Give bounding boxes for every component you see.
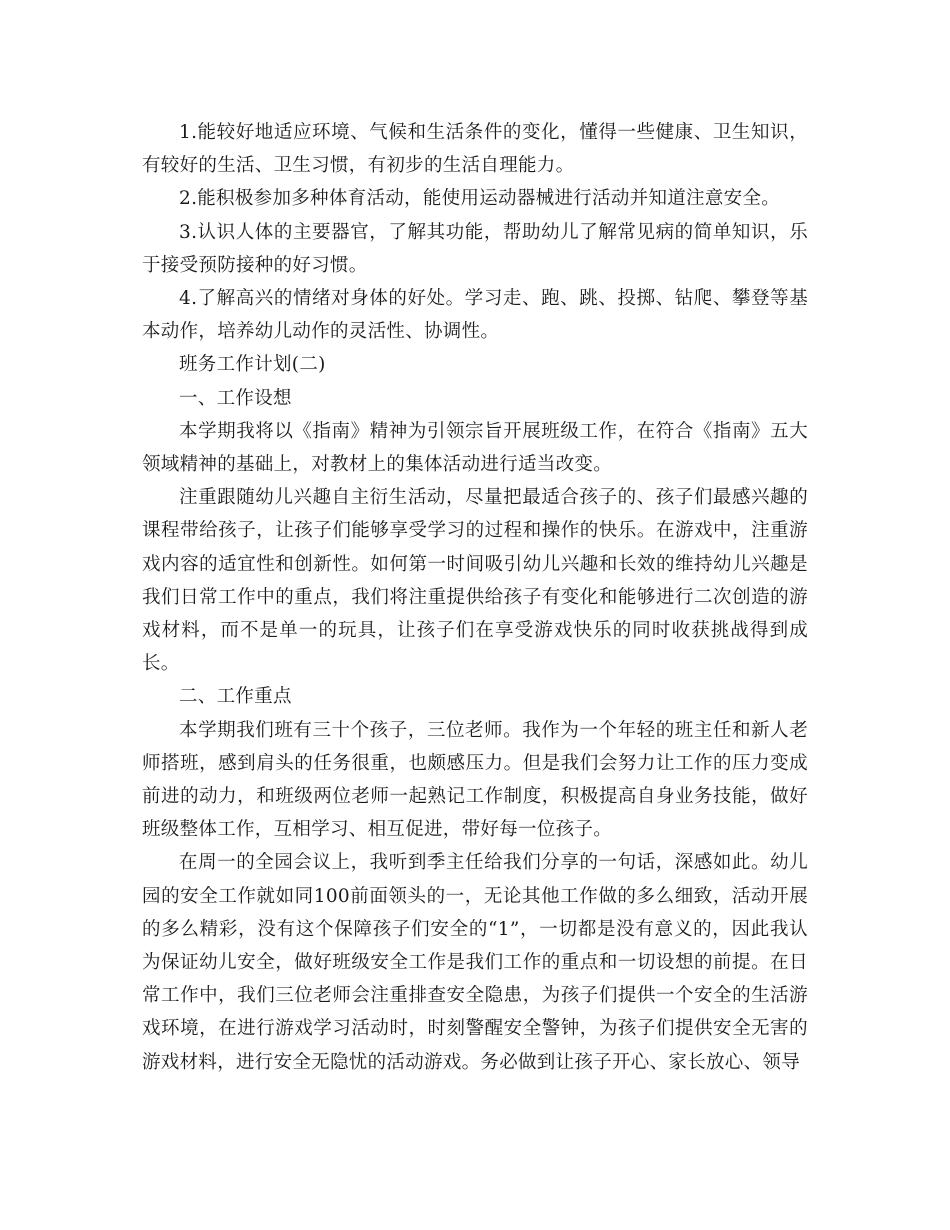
heading-work-ideas: 一、工作设想 bbox=[179, 387, 292, 409]
paragraph-interest-activities: 注重跟随幼儿兴趣自主衍生活动，尽量把最适合孩子的、孩子们最感兴趣的课程带给孩子，让孩子们能够享受学习的过程和操作的快乐。在游戏中，注重游戏内容的适宜性和创新性。如何第一时间吸引幼儿兴趣和长效的维持幼儿兴趣是我们日常工作中的重点，我们将注重提供给孩子有变化和能够进行二次创造的游戏材料，而不是单一的玩具，让孩子们在享受游戏快乐的同时收获挑战得到成长。 bbox=[142, 487, 808, 675]
section-title: 班务工作计划(二) bbox=[179, 354, 326, 376]
document-body bbox=[142, 116, 808, 1079]
goal-item-4: 4.了解高兴的情绪对身体的好处。学习走、跑、跳、投掷、钻爬、攀登等基本动作，培养幼儿动作的灵活性、协调性。 bbox=[142, 288, 808, 343]
paragraph-guideline: 本学期我将以《指南》精神为引领宗旨开展班级工作，在符合《指南》五大领域精神的基础上，对教材上的集体活动进行适当改变。 bbox=[142, 420, 808, 476]
goal-item-2: 2.能积极参加多种体育活动，能使用运动器械进行活动并知道注意安全。 bbox=[179, 188, 781, 210]
paragraph-safety: 在周一的全园会议上，我听到季主任给我们分享的一句话，深感如此。幼儿园的安全工作就如同100前面领头的一，无论其他工作做的多么细致，活动开展的多么精彩，没有这个保障孩子们安全的“1”，一切都是没有意义的，因此我认为保证幼儿安全，做好班级安全工作是我们工作的重点和一切设想的前提。在日常工作中，我们三位老师会注重排查安全隐患，为孩子们提供一个安全的生活游戏环境，在进行游戏学习活动时，时刻警醒安全警钟，为孩子们提供安全无害的游戏材料，进行安全无隐忧的活动游戏。务必做到让孩子开心、家长放心、领导 bbox=[142, 852, 808, 1073]
heading-work-focus: 二、工作重点 bbox=[179, 686, 292, 708]
goal-item-3: 3.认识人体的主要器官，了解其功能，帮助幼儿了解常见病的简单知识，乐于接受预防接种的好习惯。 bbox=[142, 221, 808, 276]
goal-item-1: 1.能较好地适应环境、气候和生活条件的变化，懂得一些健康、卫生知识，有较好的生活、卫生习惯，有初步的生活自理能力。 bbox=[142, 122, 808, 177]
paragraph-class-overview: 本学期我们班有三十个孩子，三位老师。我作为一个年轻的班主任和新人老师搭班，感到肩头的任务很重，也颇感压力。但是我们会努力让工作的压力变成前进的动力，和班级两位老师一起熟记工作制度，积极提高自身业务技能，做好班级整体工作，互相学习、相互促进，带好每一位孩子。 bbox=[142, 719, 808, 841]
